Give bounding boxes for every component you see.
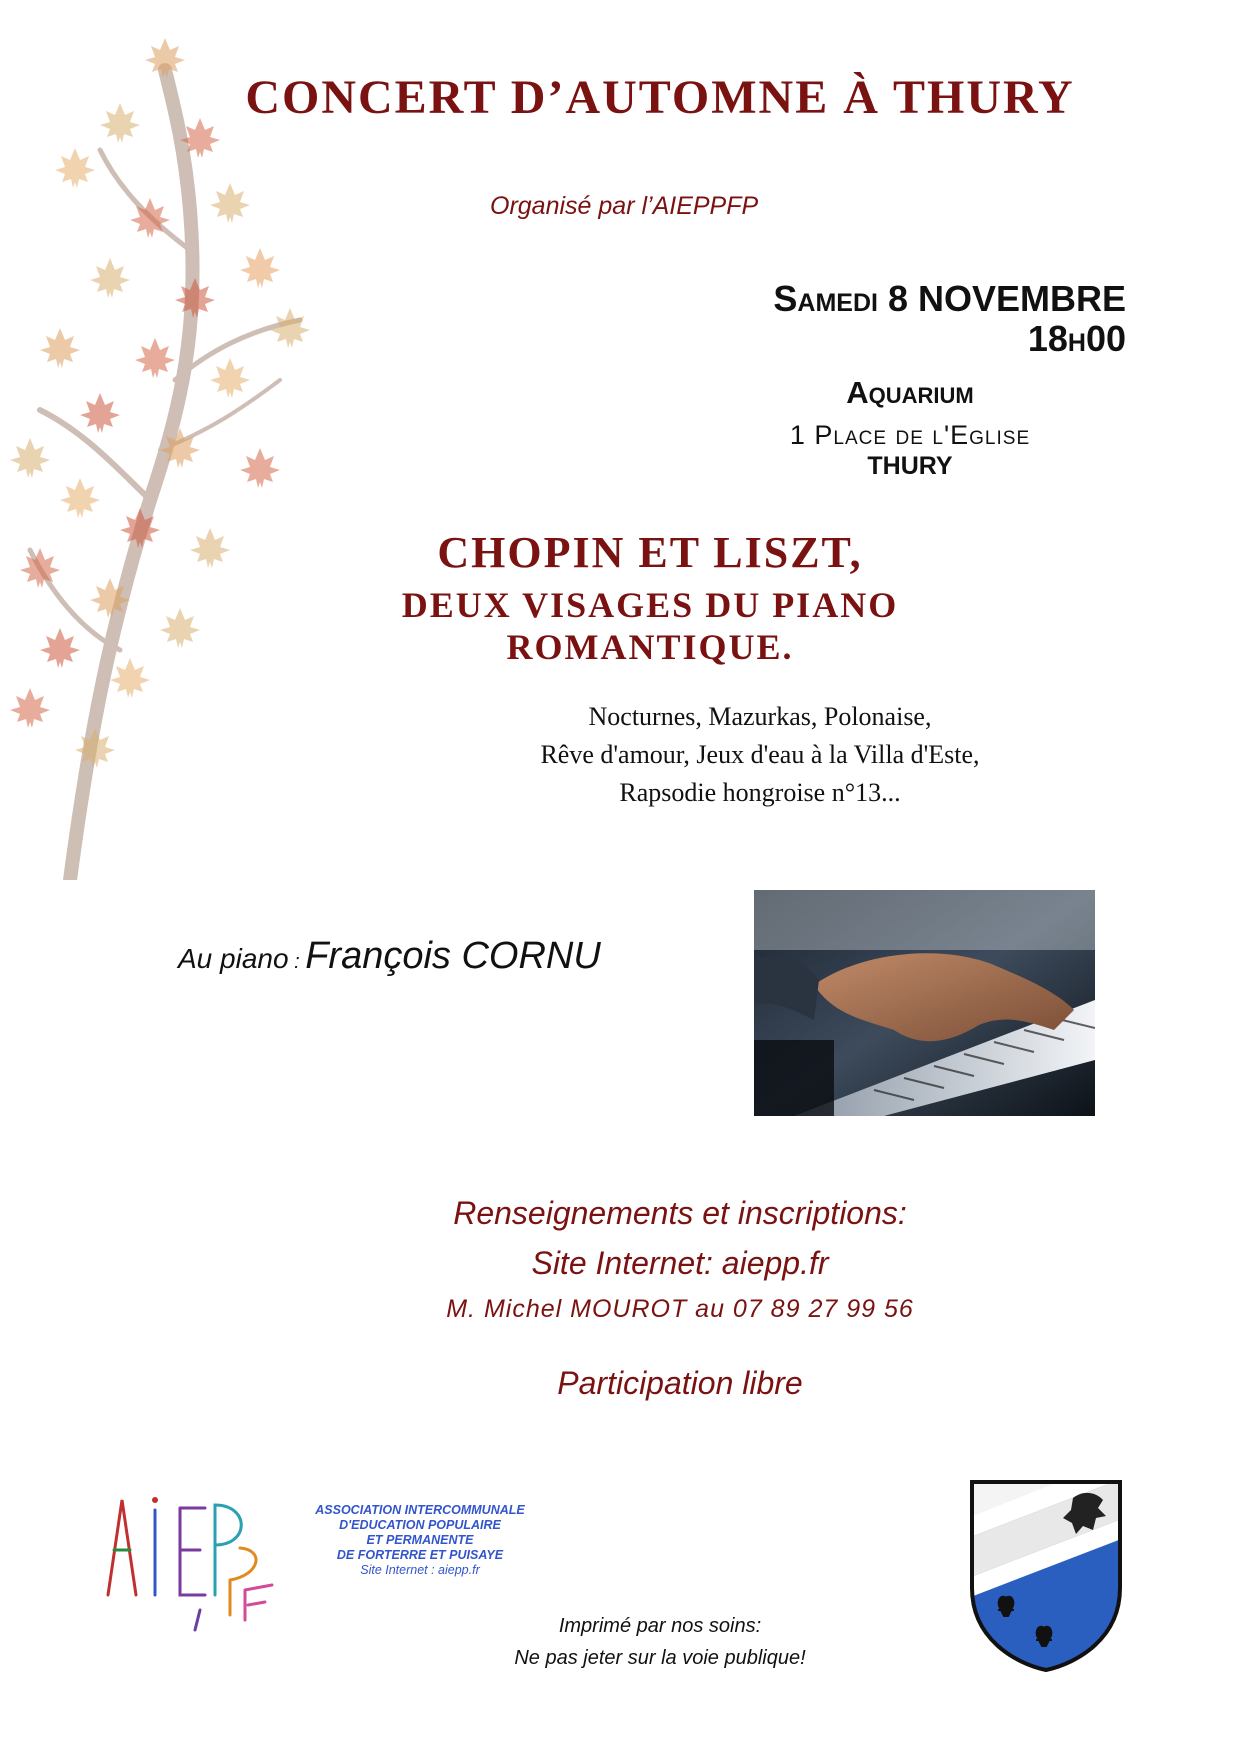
info-participation: Participation libre bbox=[557, 1365, 803, 1401]
performer-colon: : bbox=[288, 951, 306, 973]
program-pieces-line: Rêve d'amour, Jeux d'eau à la Villa d'Este, bbox=[540, 740, 980, 769]
info-heading: Renseignements et inscriptions: bbox=[453, 1195, 907, 1231]
performer-label: Au piano bbox=[178, 943, 289, 974]
association-text-line: DE FORTERRE ET PUISAYE bbox=[336, 1548, 504, 1562]
event-date: Samedi 8 NOVEMBRE bbox=[773, 278, 1126, 319]
event-time: 18h00 bbox=[1027, 318, 1126, 359]
program-title-line-3: ROMANTIQUE. bbox=[506, 627, 794, 667]
association-text-line: ET PERMANENTE bbox=[366, 1533, 474, 1547]
association-text-line: ASSOCIATION INTERCOMMUNALE bbox=[315, 1503, 525, 1517]
footer-printed-note: Imprimé par nos soins: bbox=[558, 1615, 762, 1637]
venue-name: Aquarium bbox=[846, 375, 974, 410]
program-pieces-line: Rapsodie hongroise n°13... bbox=[619, 778, 901, 807]
program-title-line-1: CHOPIN ET LISZT, bbox=[437, 528, 863, 577]
program-pieces-line: Nocturnes, Mazurkas, Polonaise, bbox=[588, 702, 932, 731]
info-contact: M. Michel MOUROT au 07 89 27 99 56 bbox=[446, 1295, 914, 1323]
piano-hands-photo bbox=[754, 890, 1095, 1116]
autumn-leaves-decoration bbox=[0, 30, 330, 880]
performer-name: François CORNU bbox=[305, 935, 601, 977]
poster-title: CONCERT D’AUTOMNE À THURY bbox=[245, 71, 1075, 124]
footer-disposal-note: Ne pas jeter sur la voie publique! bbox=[514, 1647, 806, 1669]
program-title-line-2: DEUX VISAGES DU PIANO bbox=[401, 585, 899, 625]
association-text-line: D'EDUCATION POPULAIRE bbox=[339, 1518, 501, 1532]
info-website: Site Internet: aiepp.fr bbox=[531, 1245, 829, 1281]
performer-line bbox=[178, 935, 601, 978]
association-name-block bbox=[290, 1503, 550, 1578]
association-text-line: Site Internet : aiepp.fr bbox=[360, 1563, 480, 1577]
organizer-line: Organisé par l’AIEPPFP bbox=[490, 192, 759, 220]
venue-address: 1 Place de l'Eglise bbox=[789, 420, 1031, 450]
venue-city: THURY bbox=[867, 452, 953, 480]
thury-coat-of-arms bbox=[968, 1478, 1124, 1672]
